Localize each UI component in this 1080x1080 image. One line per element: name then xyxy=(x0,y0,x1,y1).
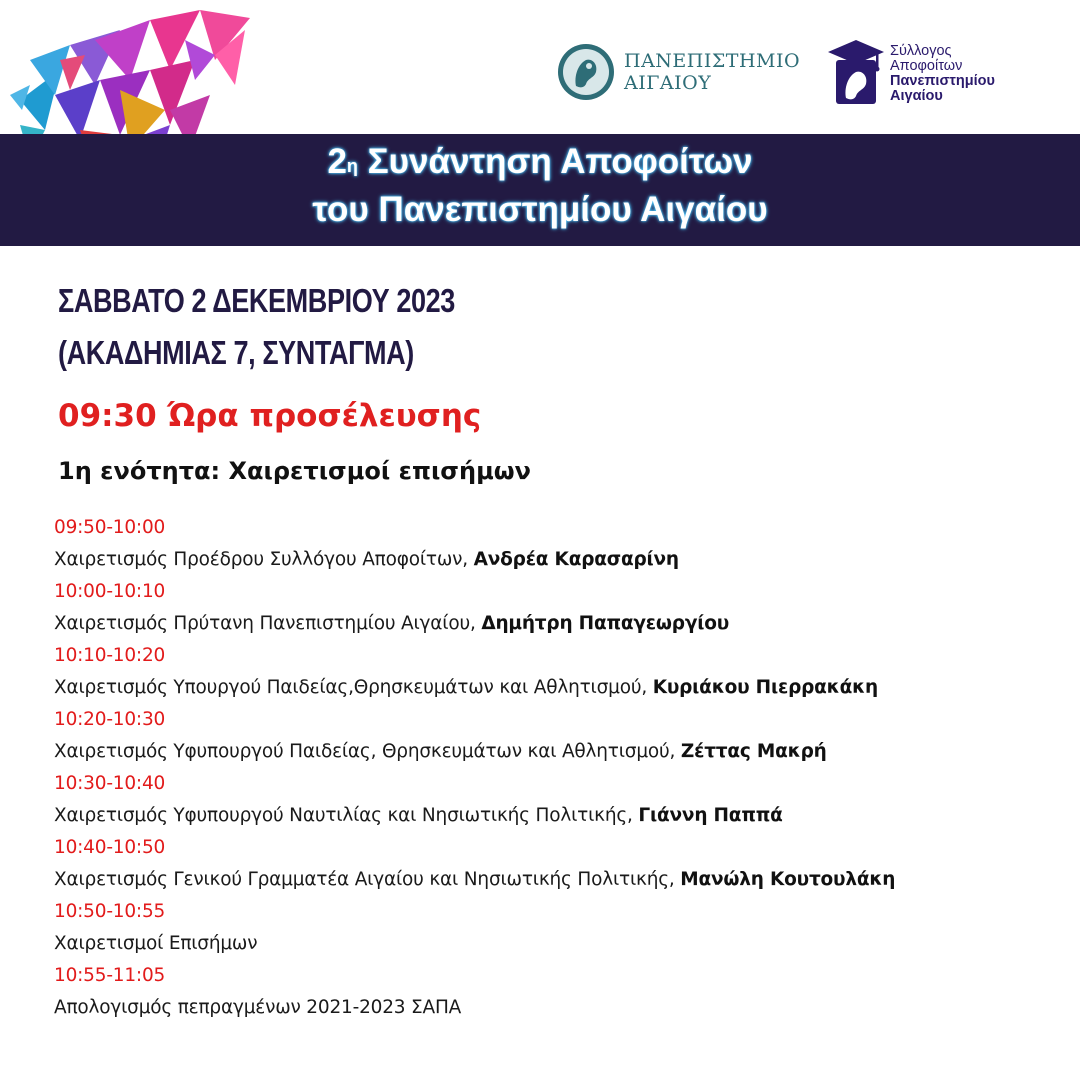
agenda-item xyxy=(54,768,1064,832)
agenda-time: 10:50-10:55 xyxy=(54,901,166,922)
agenda-time: 10:10-10:20 xyxy=(54,645,166,666)
event-title-line1 xyxy=(0,138,1080,186)
university-logo xyxy=(556,42,800,102)
agenda-time: 10:40-10:50 xyxy=(54,837,166,858)
arrival-time: 09:30 Ώρα προσέλευσης xyxy=(58,398,482,434)
university-name-line2: ΑΙΓΑΙΟΥ xyxy=(624,72,712,94)
agenda-item xyxy=(54,704,1064,768)
agenda-description xyxy=(54,736,1064,768)
agenda-time: 10:20-10:30 xyxy=(54,709,166,730)
agenda-description xyxy=(54,800,1064,832)
event-ordinal-suffix: η xyxy=(346,156,358,176)
agenda-description xyxy=(54,864,1064,896)
agenda-text: Χαιρετισμός Υφυπουργού Παιδείας, Θρησκευμάτων και Αθλητισμού, xyxy=(54,741,681,762)
alumni-logo xyxy=(826,38,995,108)
agenda-item xyxy=(54,832,1064,896)
event-title-line2: του Πανεπιστημίου Αιγαίου xyxy=(312,190,768,229)
agenda-text: Χαιρετισμοί Επισήμων xyxy=(54,933,258,954)
agenda-time: 10:55-11:05 xyxy=(54,965,166,986)
agenda-text: Χαιρετισμός Προέδρου Συλλόγου Αποφοίτων, xyxy=(54,549,474,570)
agenda-speaker-name: Μανώλη Κουτουλάκη xyxy=(680,869,896,890)
agenda-item xyxy=(54,960,1064,1024)
event-ordinal: 2 xyxy=(327,142,347,181)
agenda-text: Απολογισμός πεπραγμένων 2021-2023 ΣΑΠΑ xyxy=(54,997,462,1018)
alumni-name-line2: Αποφοίτων xyxy=(890,58,963,74)
agenda-speaker-name: Κυριάκου Πιερρακάκη xyxy=(652,677,879,698)
event-place: (ΑΚΑΔΗΜΙΑΣ 7, ΣΥΝΤΑΓΜΑ) xyxy=(58,334,414,371)
agenda-item xyxy=(54,576,1064,640)
agenda-item xyxy=(54,512,1064,576)
agenda-text: Χαιρετισμός Υφυπουργού Ναυτιλίας και Νησιωτικής Πολιτικής, xyxy=(54,805,639,826)
agenda-description xyxy=(54,992,1064,1024)
event-date: ΣΑΒΒΑΤΟ 2 ΔΕΚΕΜΒΡΙΟΥ 2023 xyxy=(58,282,455,319)
agenda-time: 09:50-10:00 xyxy=(54,517,166,538)
event-title-text1: Συνάντηση Αποφοίτων xyxy=(367,142,753,181)
agenda-time: 10:00-10:10 xyxy=(54,581,166,602)
agenda-speaker-name: Δημήτρη Παπαγεωργίου xyxy=(481,613,730,634)
agenda-speaker-name: Γιάννη Παππά xyxy=(638,805,783,826)
agenda-description xyxy=(54,544,1064,576)
event-title xyxy=(0,138,1080,234)
alumni-name-line4: Αιγαίου xyxy=(890,88,943,104)
agenda-list xyxy=(54,512,1064,1024)
agenda-text: Χαιρετισμός Υπουργού Παιδείας,Θρησκευμάτων και Αθλητισμού, xyxy=(54,677,653,698)
agenda-time: 10:30-10:40 xyxy=(54,773,166,794)
graduation-cap-icon xyxy=(826,38,888,108)
agenda-item xyxy=(54,896,1064,960)
agenda-text: Χαιρετισμός Γενικού Γραμματέα Αιγαίου και Νησιωτικής Πολιτικής, xyxy=(54,869,681,890)
alumni-name-line3: Πανεπιστημίου xyxy=(890,73,995,89)
agenda-speaker-name: Ανδρέα Καρασαρίνη xyxy=(473,549,679,570)
agenda-speaker-name: Ζέττας Μακρή xyxy=(680,741,827,762)
agenda-item xyxy=(54,640,1064,704)
university-name-line1: ΠΑΝΕΠΙΣΤΗΜΙΟ xyxy=(624,50,801,72)
section-heading: 1η ενότητα: Χαιρετισμοί επισήμων xyxy=(58,457,531,485)
agenda-description xyxy=(54,608,1064,640)
university-seal-icon xyxy=(556,42,616,102)
alumni-name-line1: Σύλλογος xyxy=(890,43,952,59)
agenda-text: Χαιρετισμός Πρύτανη Πανεπιστημίου Αιγαίου, xyxy=(54,613,482,634)
agenda-description xyxy=(54,672,1064,704)
agenda-description xyxy=(54,928,1064,960)
